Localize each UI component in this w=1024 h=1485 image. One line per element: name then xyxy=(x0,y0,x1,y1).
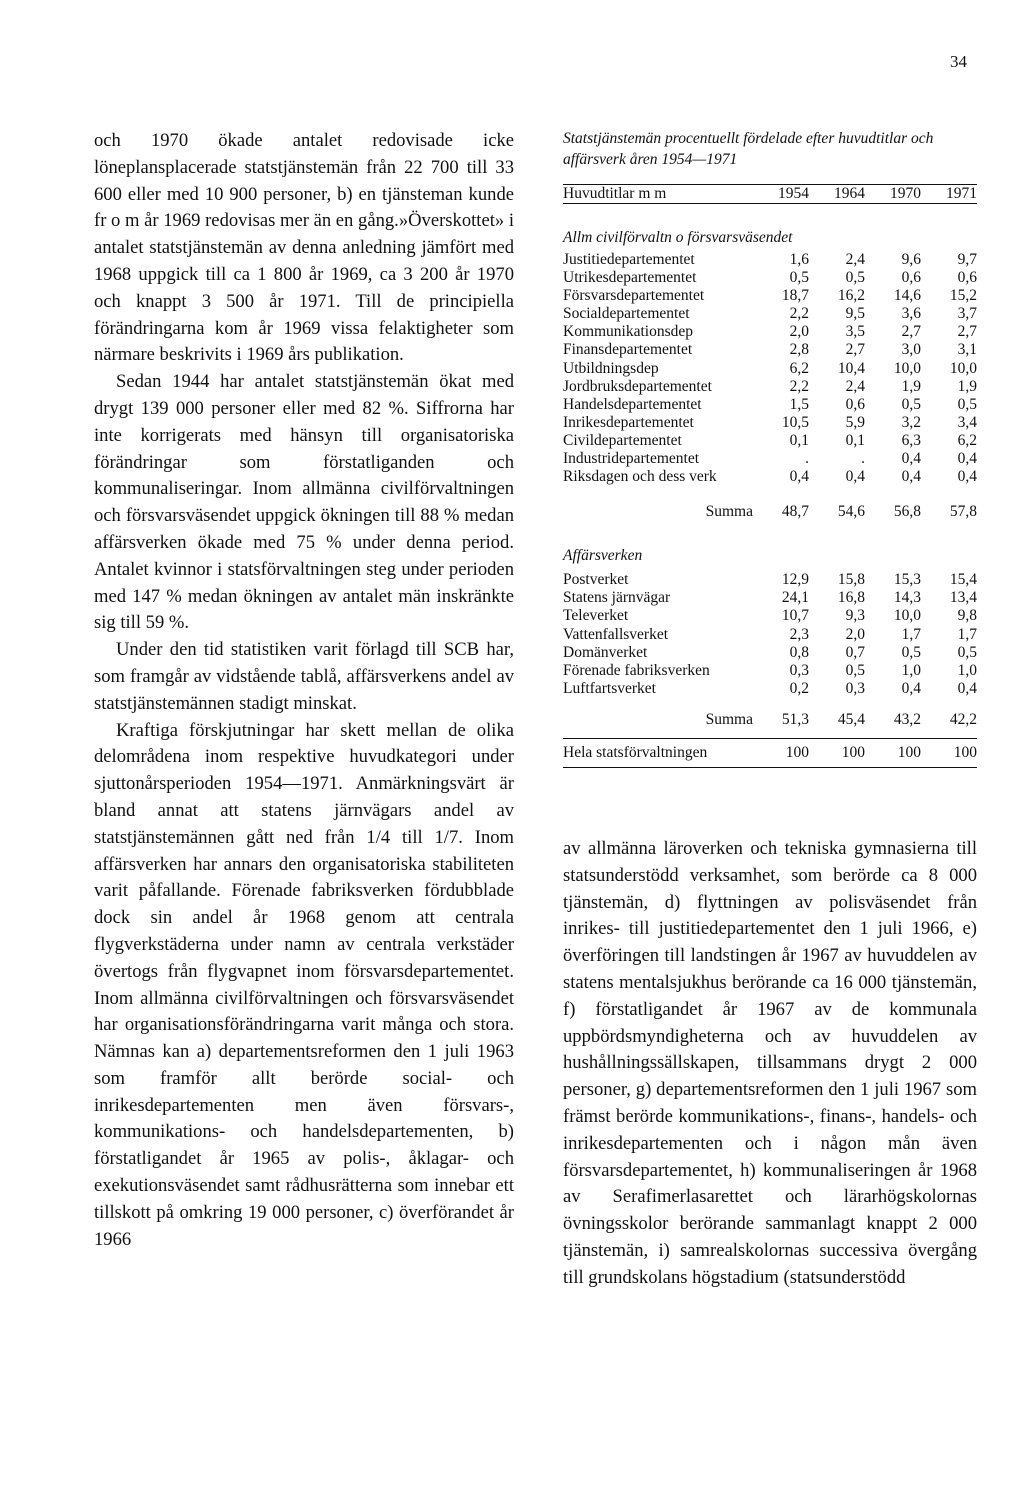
row-value: 18,7 xyxy=(781,287,809,305)
row-value: 0,4 xyxy=(957,450,977,468)
left-paragraph-1: och 1970 ökade antalet redovisade icke löneplansplacerade statstjänstemän från 22 700 till 33 600 eller med 10 900 personer, b) en tjänsteman kunde fr o m år 1969 redovisas mer än en gång.»Överskottet» i antalet statstjänstemän av denna anledning jämfört med 1968 uppgick till ca 1 800 år 1969, ca 3 200 år 1970 och knappt 3 500 år 1971. Till de principiella förändringarna kom år 1969 vissa felaktigheter som närmare beskrivits i 1969 års publikation. xyxy=(94,130,514,366)
row-label: Utrikesdepartementet xyxy=(563,269,697,287)
row-value: 9,6 xyxy=(901,251,921,268)
row-value: 6,3 xyxy=(901,431,921,449)
row-value: 15,2 xyxy=(949,287,977,305)
row-value: 10,5 xyxy=(781,413,809,431)
row-value: 54,6 xyxy=(837,503,865,521)
left-paragraph-4: Kraftiga förskjutningar har skett mellan de olika delområdena inom respektive huvudkategori under sjuttonårsperioden 1954—1971. Anmärkningsvärt är bland annat att statens järnvägars andel av statstjänstemännen gått ned från 1/4 till 1/7. Inom affärsverken har annars den organisatoriska stabiliteten varit påfallande. Förenade fabriksverken fördubblade dock sin andel år 1968 genom att centrala flygverkstäderna under namn av centrala verkstäder övertogs från flygvapnet inom försvarsdepartementet. Inom allmänna civilförvaltningen och försvarsväsendet har organisationsförändringarna varit många och stora. Nämnas kan a) departementsreformen den 1 juli 1963 som framför allt berörde social- och inrikesdepartementen men även försvars-, kommunikations- och handelsdepartementen, b) förstatligandet år 1965 av polis-, åklagar- och exekutionsväsendet samt rådhusrätterna som innebar ett tillskott på omkring 19 000 personer, c) överförandet år 1966 xyxy=(94,719,514,1250)
row-value: 16,2 xyxy=(837,287,865,305)
row-value: 1,9 xyxy=(901,377,921,395)
row-value: 5,9 xyxy=(845,413,865,431)
statistics-table-body xyxy=(563,204,977,768)
row-value: 0,4 xyxy=(957,679,977,697)
row-label: Försvarsdepartementet xyxy=(563,287,705,305)
table-row xyxy=(563,680,977,698)
row-label: Hela statsförvaltningen xyxy=(563,743,708,761)
row-label: Riksdagen och dess verk xyxy=(563,468,717,486)
row-value: 3,0 xyxy=(901,341,921,359)
row-value: 6,2 xyxy=(957,431,977,449)
row-value: 0,4 xyxy=(901,679,921,697)
row-value: 100 xyxy=(785,743,809,761)
row-value: 0,5 xyxy=(957,643,977,661)
table-row xyxy=(563,414,977,432)
left-column xyxy=(94,128,514,1253)
header-year-1964: 1964 xyxy=(834,185,865,202)
row-value: 15,8 xyxy=(837,571,865,589)
row-value: 2,7 xyxy=(845,341,865,359)
row-label: Jordbruksdepartementet xyxy=(563,377,712,395)
row-label: Industridepartementet xyxy=(563,450,700,468)
row-value: 15,4 xyxy=(949,571,977,589)
row-value: 0,1 xyxy=(845,431,865,449)
table-header-row xyxy=(563,185,977,203)
row-value: 10,0 xyxy=(949,359,977,377)
table-total-rule xyxy=(563,730,977,739)
row-value: 2,2 xyxy=(789,305,809,323)
row-value: 3,1 xyxy=(957,341,977,359)
row-label: Postverket xyxy=(563,571,629,589)
header-year-1971: 1971 xyxy=(946,185,977,202)
table-row xyxy=(563,341,977,359)
row-value: 10,0 xyxy=(893,607,921,625)
row-value: 1,9 xyxy=(957,377,977,395)
sum-row-civil xyxy=(563,502,977,522)
row-value: . xyxy=(861,450,865,468)
row-label: Justitiedepartementet xyxy=(563,251,695,268)
row-value: 0,4 xyxy=(901,468,921,486)
row-label: Statens järnvägar xyxy=(563,589,671,607)
row-label: Kommunikationsdep xyxy=(563,323,694,341)
table-row xyxy=(563,287,977,305)
row-value: 45,4 xyxy=(837,710,865,728)
row-label: Utbildningsdep xyxy=(563,359,659,377)
row-value: 1,0 xyxy=(901,661,921,679)
row-value: 0,3 xyxy=(845,679,865,697)
table-row xyxy=(563,305,977,323)
row-label: Civildepartementet xyxy=(563,431,682,449)
row-label: Finansdepartementet xyxy=(563,341,693,359)
row-value: 0,6 xyxy=(845,395,865,413)
row-label: Handelsdepartementet xyxy=(563,395,702,413)
row-value: 13,4 xyxy=(949,589,977,607)
row-value: 2,4 xyxy=(845,251,865,268)
left-paragraph-2: Sedan 1944 har antalet statstjänstemän ökat med drygt 139 000 personer eller med 82 %. Siffrorna har inte korrigerats med hänsyn till organisatoriska förändringar som förstatliganden och kommunaliseringar. Inom allmänna civilförvaltningen och försvarsväsendet uppgick ökningen till 88 % medan affärsverken ökade med 75 % under denna period. Antalet kvinnor i statsförvaltningen steg under perioden med 147 % medan ökningen av antalet män inskränkte sig till 59 %. xyxy=(94,371,514,634)
row-value: 0,4 xyxy=(901,450,921,468)
total-row xyxy=(563,743,977,763)
row-value: 0,6 xyxy=(901,269,921,287)
row-value: 100 xyxy=(953,743,977,761)
row-value: 0,4 xyxy=(789,468,809,486)
header-year-1970: 1970 xyxy=(890,185,921,202)
table-row xyxy=(563,432,977,450)
row-value: 100 xyxy=(897,743,921,761)
row-value: 1,6 xyxy=(789,251,809,268)
row-value: 2,3 xyxy=(789,625,809,643)
table-row xyxy=(563,396,977,414)
row-value: 10,0 xyxy=(893,359,921,377)
row-value: 1,7 xyxy=(957,625,977,643)
row-value: 0,5 xyxy=(789,269,809,287)
row-label: Socialdepartementet xyxy=(563,305,690,323)
row-value: 3,6 xyxy=(901,305,921,323)
row-value: 2,2 xyxy=(789,377,809,395)
row-value: 43,2 xyxy=(893,710,921,728)
row-value: 9,7 xyxy=(957,251,977,268)
statistics-table-block xyxy=(563,128,977,768)
header-label: Huvudtitlar m m xyxy=(563,185,667,202)
table-row xyxy=(563,607,977,625)
row-value: 9,8 xyxy=(957,607,977,625)
row-label: Vattenfallsverket xyxy=(563,625,669,643)
row-value: 10,4 xyxy=(837,359,865,377)
row-value: 0,4 xyxy=(957,468,977,486)
section-title-civil: Allm civilförvaltn o försvarsväsendet xyxy=(563,229,793,246)
row-value: 14,6 xyxy=(893,287,921,305)
row-value: 12,9 xyxy=(781,571,809,589)
row-value: 0,2 xyxy=(789,679,809,697)
row-value: . xyxy=(805,450,809,468)
row-value: 2,0 xyxy=(789,323,809,341)
row-value: 3,5 xyxy=(845,323,865,341)
row-value: 51,3 xyxy=(781,710,809,728)
row-value: 1,7 xyxy=(901,625,921,643)
table-row xyxy=(563,589,977,607)
table-row xyxy=(563,571,977,589)
row-value: 0,1 xyxy=(789,431,809,449)
header-year-1954: 1954 xyxy=(778,185,809,202)
sum-row-affarsverken xyxy=(563,710,977,730)
row-value: 0,4 xyxy=(845,468,865,486)
row-value: 0,5 xyxy=(845,269,865,287)
row-value: 2,4 xyxy=(845,377,865,395)
row-value: 0,7 xyxy=(845,643,865,661)
row-value: 3,4 xyxy=(957,413,977,431)
table-row xyxy=(563,360,977,378)
section-title-text: Affärsverken xyxy=(563,547,643,565)
row-value: 48,7 xyxy=(781,503,809,521)
row-label: Inrikesdepartementet xyxy=(563,413,694,431)
row-value: 0,3 xyxy=(789,661,809,679)
table-row xyxy=(563,626,977,644)
row-value: 0,5 xyxy=(901,643,921,661)
right-column xyxy=(563,836,977,1292)
left-paragraph-3: Under den tid statistiken varit förlagd till SCB har, som framgår av vidstående tablå, affärsverkens andel av statstjänstemännen stadigt minskat. xyxy=(94,639,514,714)
row-value: 15,3 xyxy=(893,571,921,589)
row-value: 100 xyxy=(841,743,865,761)
table-row xyxy=(563,323,977,341)
row-value: 9,5 xyxy=(845,305,865,323)
row-value: 3,7 xyxy=(957,305,977,323)
row-value: 1,5 xyxy=(789,395,809,413)
row-label: Summa xyxy=(705,710,753,728)
row-value: 0,5 xyxy=(845,661,865,679)
row-value: 6,2 xyxy=(789,359,809,377)
row-label: Summa xyxy=(705,503,753,521)
row-value: 56,8 xyxy=(893,503,921,521)
row-value: 2,7 xyxy=(901,323,921,341)
row-value: 24,1 xyxy=(781,589,809,607)
table-row xyxy=(563,468,977,486)
row-value: 14,3 xyxy=(893,589,921,607)
row-value: 57,8 xyxy=(949,503,977,521)
right-paragraph: av allmänna läroverken och tekniska gymnasierna till statsunderstödd verksamhet, som berörde ca 8 000 tjänstemän, d) flyttningen av polisväsendet från inrikes- till justitiedepartementet den 1 juli 1966, e) överföringen till landstingen år 1967 av huvuddelen av statens mentalsjukhus berörande ca 16 000 tjänstemän, f) förstatligandet år 1967 av de kommunala uppbördsmyndigheterna och av huvuddelen av hushållningssällskapen, tillsammans drygt 2 000 personer, g) departementsreformen den 1 juli 1967 som främst berörde kommunikations-, finans-, handels- och inrikesdepartementen och i någon mån även försvarsdepartementet, h) kommunaliseringen år 1968 av Serafimerlasarettet och lärarhögskolornas övningsskolor berörande sammanlagt knappt 2 000 tjänstemän, i) samrealskolornas successiva övergång till grundskolans högstadium (statsunderstödd xyxy=(563,838,977,1288)
table-row xyxy=(563,644,977,662)
page-number: 34 xyxy=(950,52,967,71)
row-value: 1,0 xyxy=(957,661,977,679)
table-row xyxy=(563,269,977,287)
row-value: 0,5 xyxy=(957,395,977,413)
row-label: Förenade fabriksverken xyxy=(563,661,710,679)
row-value: 42,2 xyxy=(949,710,977,728)
table-row xyxy=(563,378,977,396)
table-row xyxy=(563,450,977,468)
row-value: 0,6 xyxy=(957,269,977,287)
row-value: 2,7 xyxy=(957,323,977,341)
table-row xyxy=(563,251,977,269)
row-value: 3,2 xyxy=(901,413,921,431)
table-row xyxy=(563,662,977,680)
row-label: Domänverket xyxy=(563,643,648,661)
statistics-table xyxy=(563,185,977,203)
row-value: 10,7 xyxy=(781,607,809,625)
section-title-affarsverken xyxy=(563,546,977,565)
row-value: 0,8 xyxy=(789,643,809,661)
row-label: Luftfartsverket xyxy=(563,679,656,697)
row-value: 2,8 xyxy=(789,341,809,359)
row-value: 9,3 xyxy=(845,607,865,625)
table-bottom-rule xyxy=(563,763,977,768)
row-value: 2,0 xyxy=(845,625,865,643)
row-label: Televerket xyxy=(563,607,629,625)
row-value: 16,8 xyxy=(837,589,865,607)
table-caption: Statstjänstemän procentuellt fördelade efter huvudtitlar och affärsverk åren 1954—1971 xyxy=(563,130,934,168)
row-value: 0,5 xyxy=(901,395,921,413)
